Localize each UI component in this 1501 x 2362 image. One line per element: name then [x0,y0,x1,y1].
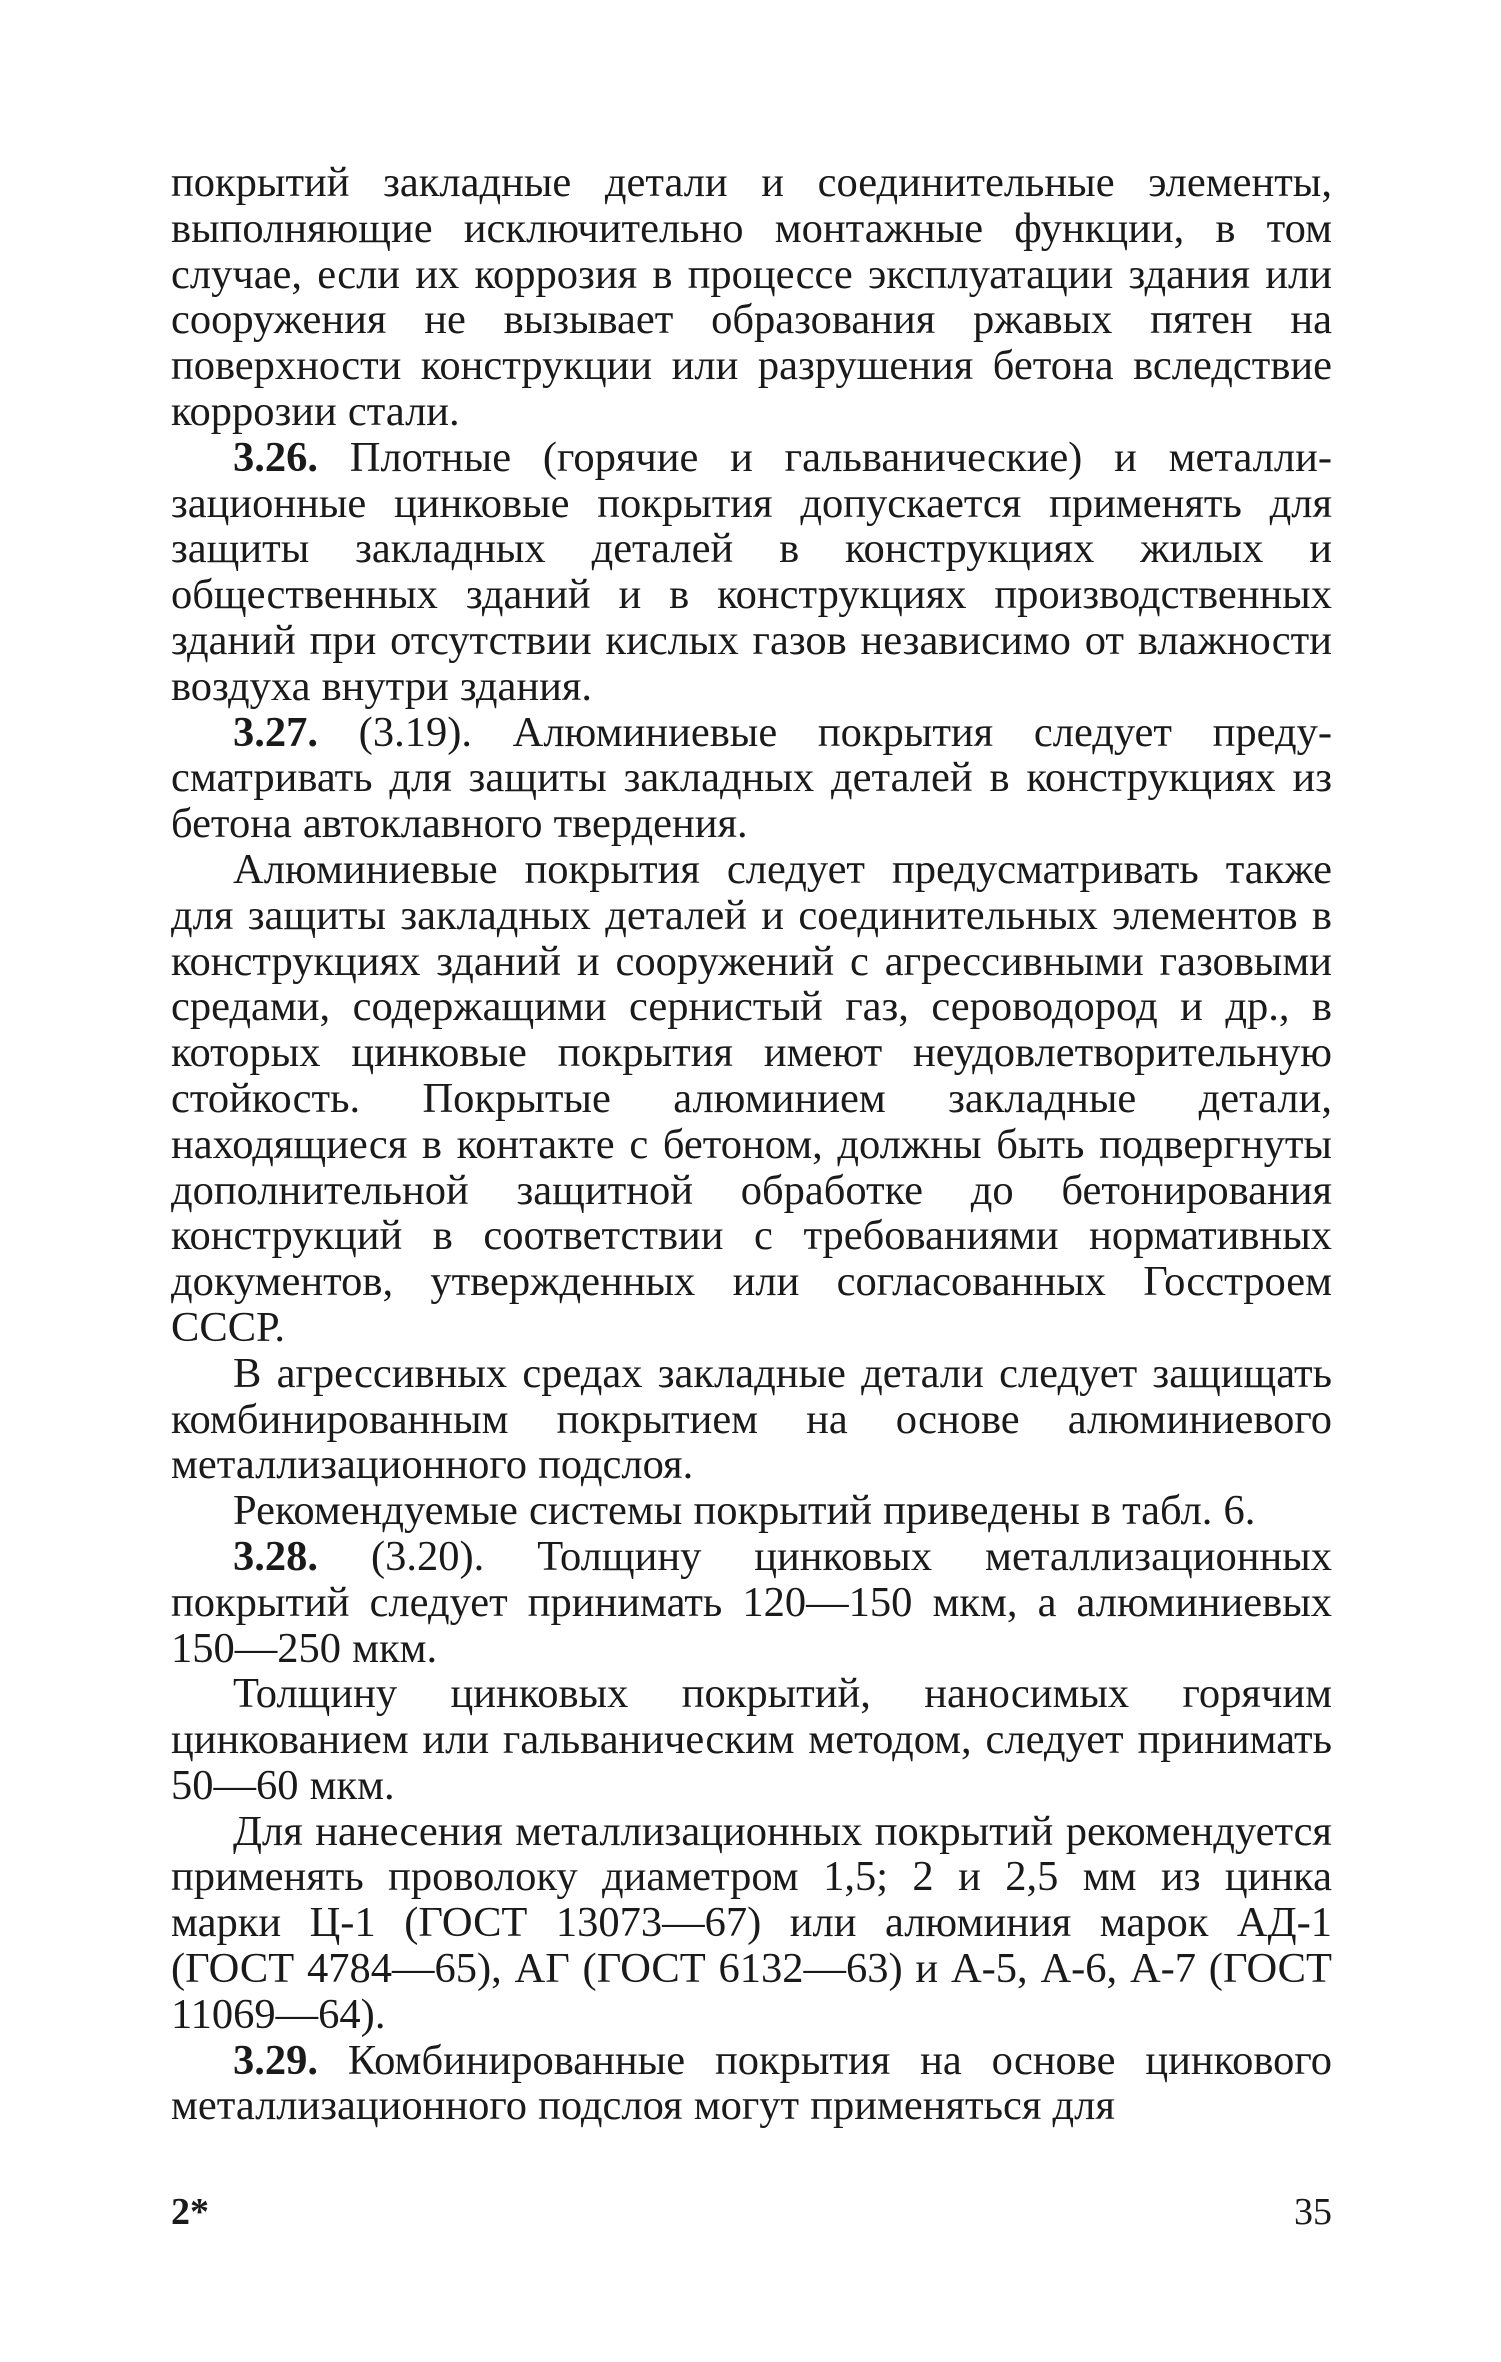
paragraph-text: В агрессивных средах закладные детали следует защищать комбинированным покрытием на основе алюминиевого металлизационного подслоя. [171,1349,1332,1489]
paragraph-text: Алюминиевые покрытия следует предусматривать также для защиты закладных деталей и соединительных элементов в конструкциях зданий и сооружений с агрессивными газовыми средами, содержащими сернистый газ, сероводород и др., в которых цинковые покрытия имеют неудовлетворительную стойкость. Покрытые алюминием закладные детали, находящиеся в контакте с бетоном, должны быть подвергнуты дополнительной защитной обработке до бетонирования конструкций в соответствии с требованиями нормативных документов, утвержденных или согласованных Госстроем СССР. [171,845,1332,1351]
clause-number: 3.27. [233,708,318,756]
paragraph-text: Рекомендуемые системы покрытий приведены в табл. 6. [233,1487,1256,1535]
paragraph-continuation [171,160,1332,435]
paragraph-recommended [171,1488,1332,1534]
paragraph-text: (3.19). Алюминиевые покрытия следует предусматривать для защиты закладных деталей в конструкциях из бетона автоклавного твердения. [171,708,1332,848]
paragraph-text: покрытий закладные детали и соединительные элементы, выполняющие исключительно монтажные функции, в том случае, если их коррозия в процессе эксплуатации здания или сооружения не вызывает образования ржавых пятен на поверхности конструкции или разрушения бетона вследствие коррозии стали. [171,159,1332,435]
paragraph-text: Комбинированные покрытия на основе цинкового металлизационного подслоя могут применяться для [171,2036,1332,2130]
paragraph-wire [171,1809,1332,2038]
signature-mark: 2* [171,2191,209,2233]
paragraph-3-28 [171,1534,1332,1671]
clause-number: 3.26. [233,433,318,481]
clause-number: 3.28. [233,1532,318,1580]
page-footer [171,2190,1332,2240]
page-number: 35 [1294,2191,1332,2233]
clause-number: 3.29. [233,2036,318,2084]
paragraph-text: Толщину цинковых покрытий, наносимых горячим цинкованием или гальваническим методом, следует принимать 50—60 мкм. [171,1670,1332,1809]
paragraph-3-27 [171,710,1332,847]
paragraph-text: (3.20). Толщину цинковых металлизационных покрытий следует принимать 120—150 мкм, а алюминиевых 150—250 мкм. [171,1532,1332,1672]
paragraph-3-26 [171,435,1332,710]
paragraph-text: Для нанесения металлизационных покрытий рекомендуется применять проволоку диаметром 1,5; 2 и 2,5 мм из цинка марки Ц-1 (ГОСТ 13073—67) или алюминия марок АД-1 (ГОСТ 4784—65), АГ (ГОСТ 6132—63) и А-5, А-6, А-7 (ГОСТ 11069—64). [171,1807,1332,2038]
paragraph-3-29 [171,2038,1332,2130]
paragraph-text: Плотные (горячие и гальванические) и металлизационные цинковые покрытия допускается применять для защиты закладных деталей в конструкциях жилых и общественных зданий и в конструкциях производственных зданий при отсутствии кислых газов независимо от влажности воздуха внутри здания. [171,433,1332,710]
page-body [171,160,1332,2129]
paragraph-zinc-thickness [171,1671,1332,1808]
paragraph-aggressive [171,1351,1332,1488]
paragraph-aluminium [171,847,1332,1351]
